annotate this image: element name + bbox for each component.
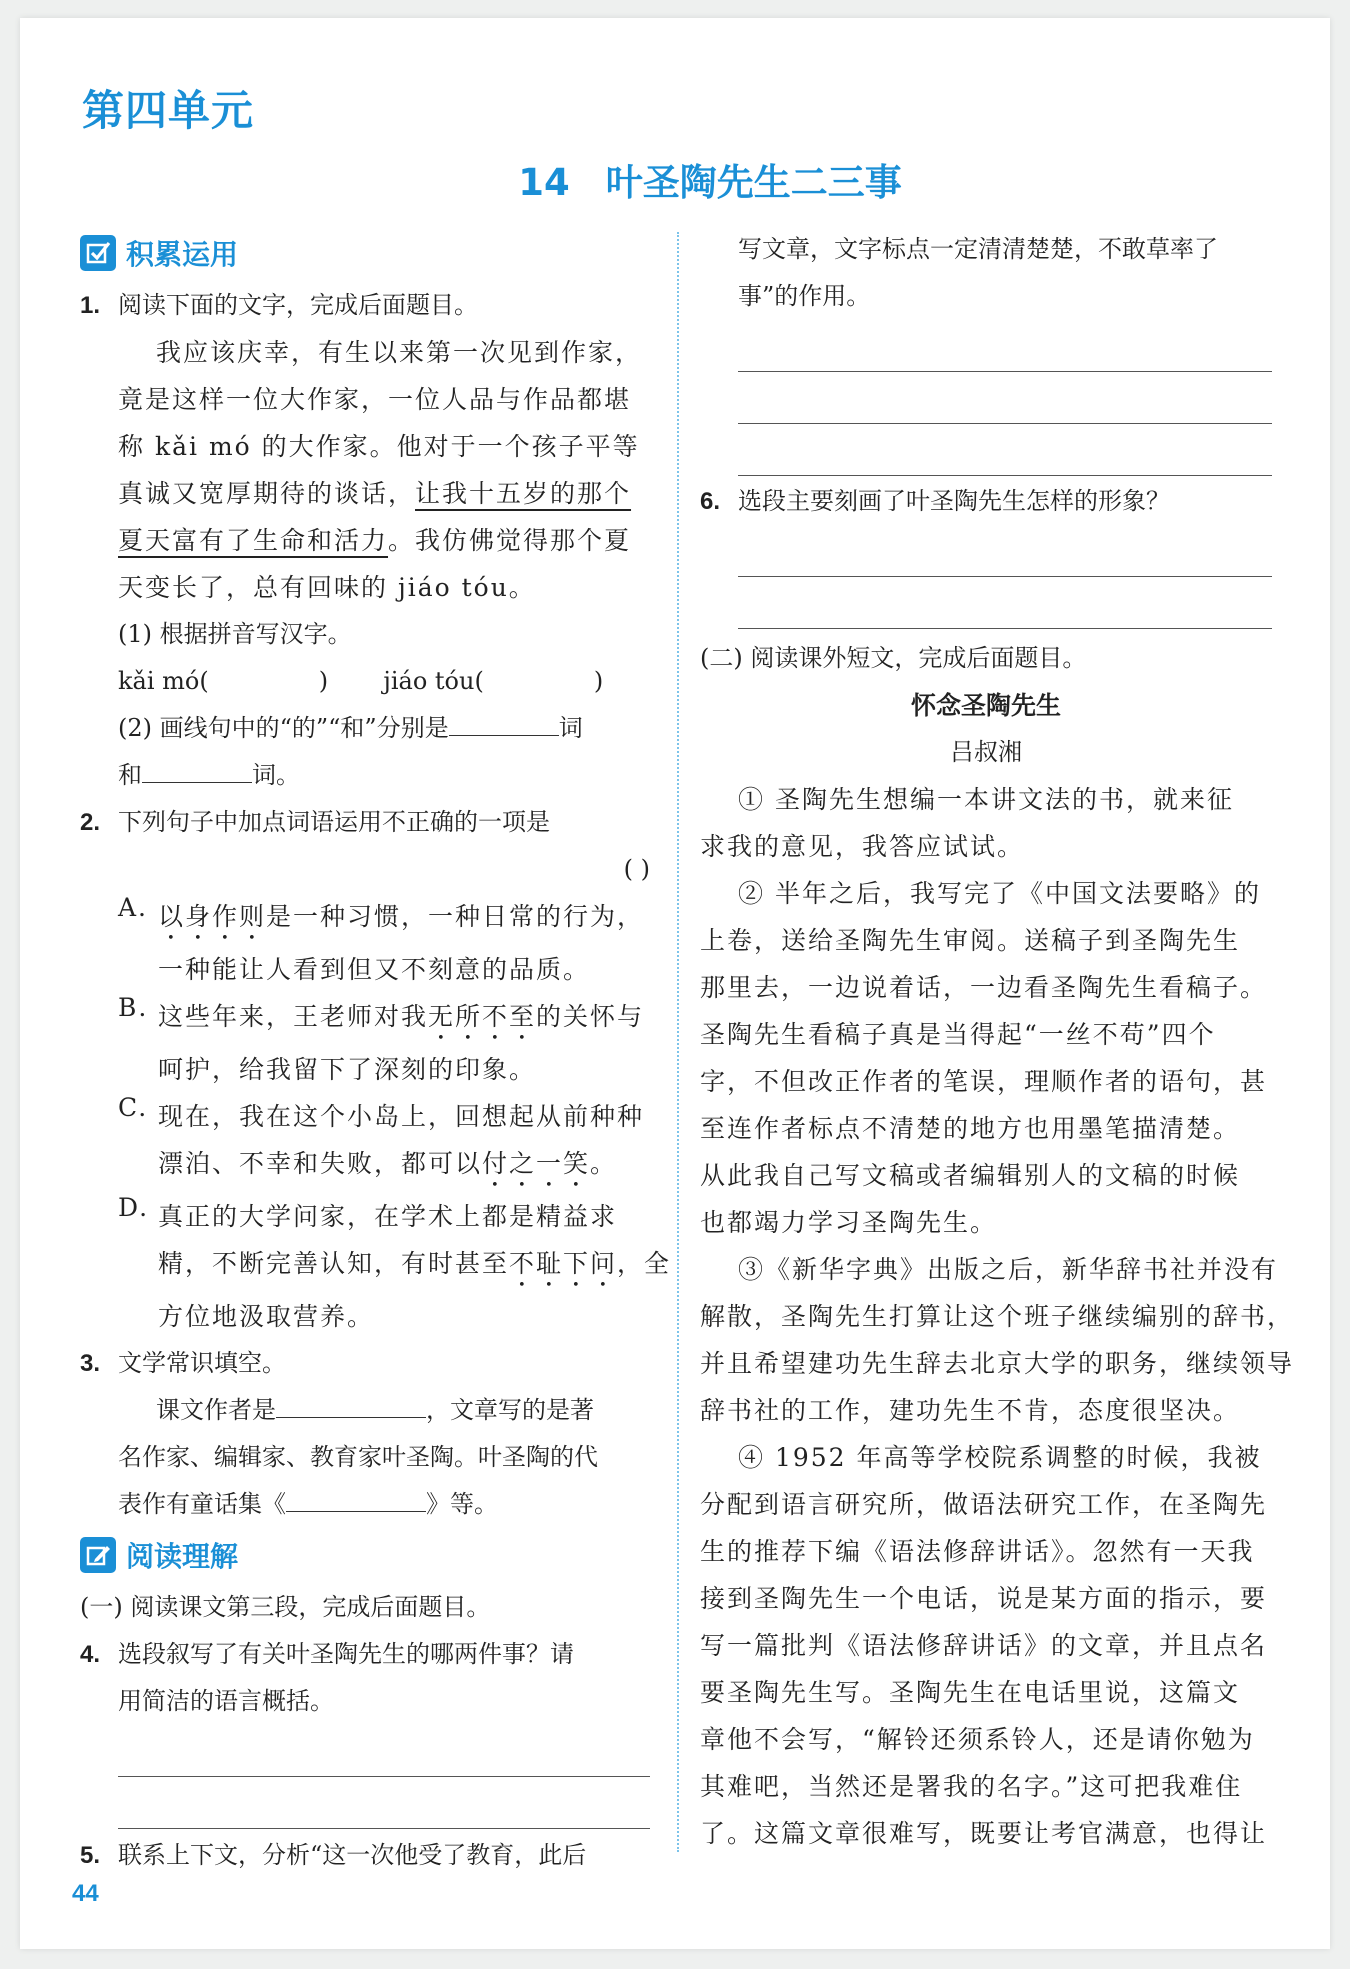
q5-answer-area[interactable] [700,320,1272,476]
article-line: ③《新华字典》出版之后，新华辞书社并没有 [738,1255,1279,1284]
q6-answer-area[interactable] [700,525,1272,629]
question-prompt: 下列句子中加点词语运用不正确的一项是 [118,808,550,836]
q1-pinyin-row: kǎi mó( ) jiáo tóu( ) [118,667,604,695]
column-divider [677,232,679,1852]
question-prompt: 联系上下文，分析“这一次他受了教育，此后 [118,1841,587,1869]
dotted-word: 以身作则 [158,902,267,931]
article-line: ② 半年之后，我写完了《中国文法要略》的 [738,879,1261,908]
pencil-edit-icon [80,1537,116,1573]
answer-blank[interactable] [286,1483,426,1512]
q3-line: 表作有童话集《 》等。 [80,1481,650,1528]
dotted-word: 不耻下问 [509,1249,618,1278]
question-prompt: 选段主要刻画了叶圣陶先生怎样的形象？ [738,487,1170,515]
left-column [80,230,672,1879]
underlined-sentence: 让我十五岁的那个 [415,479,632,508]
answer-blank[interactable] [142,754,252,783]
article-line: 至连作者标点不清楚的地方也用墨笔描清楚。 [700,1114,1241,1143]
section-label-accumulation: 积累运用 [126,238,239,271]
question-number: 4. [80,1641,101,1668]
article-line: 也都竭力学习圣陶先生。 [700,1208,998,1237]
article-line: 生的推荐下编《语法修辞讲话》。忽然有一天我 [700,1537,1255,1566]
question-5-cont: 写文章，文字标点一定清清楚楚，不敢草率了 [738,235,1218,263]
underlined-sentence: 夏天富有了生命和活力 [118,526,389,555]
q1-sub2: (2) 画线句中的“的”“和”分别是 词 [80,705,650,752]
section-label-reading: 阅读理解 [126,1540,239,1573]
article-line: 了。这篇文章很难写，既要让考官满意，也得让 [700,1819,1268,1848]
q1-sub1: (1) 根据拼音写汉字。 [118,620,352,648]
reading-part-1: (一) 阅读课文第三段，完成后面题目。 [80,1593,491,1621]
article-line: 字，不但改正作者的笔误，理顺作者的语句，甚 [700,1067,1268,1096]
right-column [700,226,1295,1857]
article-line: 圣陶先生看稿子真是当得起“一丝不苟”四个 [700,1020,1216,1049]
answer-paren[interactable]: ( ) [623,855,650,883]
question-1 [80,282,650,329]
article-line: 上卷，送给圣陶先生审阅。送稿子到圣陶先生 [700,926,1241,955]
article-line: 章他不会写，“解铃还须系铃人，还是请你勉为 [700,1725,1255,1754]
section-reading [80,1532,650,1578]
article-line: 接到圣陶先生一个电话，说是某方面的指示，要 [700,1584,1268,1613]
article-line: 从此我自己写文稿或者编辑别人的文稿的时候 [700,1161,1241,1190]
article-line: 其难吧，当然还是署我的名字。”这可把我难住 [700,1772,1243,1801]
article-body [700,776,1295,1857]
article-line: ① 圣陶先生想编一本讲文法的书，就来征 [738,785,1234,814]
article-line: 分配到语言研究所，做语法研究工作，在圣陶先 [700,1490,1268,1519]
q1-sub2-cont: 和 词。 [80,752,650,799]
lesson-title-text: 叶圣陶先生二三事 [605,161,902,204]
article-line: 要圣陶先生写。圣陶先生在电话里说，这篇文 [700,1678,1241,1707]
passage-line: 竟是这样一位大作家，一位人品与作品都堪 [118,385,632,414]
question-5 [80,1832,650,1879]
passage-line: 我应该庆幸，有生以来第一次见到作家， [156,338,643,367]
article-line: ④ 1952 年高等学校院系调整的时候，我被 [738,1443,1262,1472]
question-number: 2. [80,809,101,836]
question-prompt-cont: 用简洁的语言概括。 [118,1687,334,1715]
unit-title: 第四单元 [82,86,255,135]
q1-passage [80,329,650,611]
article-line: 辞书社的工作，建功先生不肯，态度很坚决。 [700,1396,1241,1425]
passage-line: 夏天富有了生命和活力。我仿佛觉得那个夏 [118,526,632,555]
answer-line[interactable] [118,1777,650,1829]
article-line: 并且希望建功先生辞去北京大学的职务，继续领导 [700,1349,1295,1378]
answer-blank[interactable] [449,707,559,736]
passage-line: 真诚又宽厚期待的谈话，让我十五岁的那个 [118,479,632,508]
q4-answer-area[interactable] [80,1725,650,1829]
q3-line: 课文作者是 ，文章写的是著 [80,1387,650,1434]
question-number: 1. [80,292,101,319]
article-line: 那里去，一边说着话，一边看圣陶先生看稿子。 [700,973,1268,1002]
answer-line[interactable] [738,372,1272,424]
passage-line: 称 kǎi mó 的大作家。他对于一个孩子平等 [118,432,640,461]
question-6 [700,478,1272,525]
answer-line[interactable] [118,1725,650,1777]
question-4 [80,1631,650,1678]
checkbox-icon [80,235,116,271]
lesson-number: 14 [518,161,570,204]
answer-blank[interactable] [276,1389,426,1418]
article-title: 怀念圣陶先生 [910,691,1061,720]
option-b[interactable]: B. 这些年来，王老师对我无所不至的关怀与 呵护，给我留下了深刻的印象。 [118,993,645,1084]
question-number: 5. [80,1842,101,1869]
dotted-word: 付之一笑 [482,1149,591,1178]
question-3 [80,1340,650,1387]
answer-line[interactable] [738,525,1272,577]
q3-line: 名作家、编辑家、教育家叶圣陶。叶圣陶的代 [118,1443,598,1471]
article-line: 求我的意见，我答应试试。 [700,832,1025,861]
question-5-cont: 事”的作用。 [738,282,871,310]
page-number: 44 [72,1880,99,1907]
question-number: 6. [700,488,721,515]
option-c[interactable]: C. 现在，我在这个小岛上，回想起从前种种 漂泊、不幸和失败，都可以付之一笑。 [118,1093,645,1178]
question-number: 3. [80,1350,101,1377]
article-author: 吕叔湘 [950,738,1022,766]
answer-line[interactable] [738,424,1272,476]
passage-line: 天变长了，总有回味的 jiáo tóu。 [118,573,536,602]
question-prompt: 选段叙写了有关叶圣陶先生的哪两件事？请 [118,1640,574,1668]
question-prompt: 阅读下面的文字，完成后面题目。 [118,291,478,319]
question-2 [80,799,650,846]
article-line: 解散，圣陶先生打算让这个班子继续编别的辞书， [700,1302,1295,1331]
answer-line[interactable] [738,320,1272,372]
option-d[interactable]: D. 真正的大学问家，在学术上都是精益求 精，不断完善认知，有时甚至不耻下问，全 方位地汲取营养。 [118,1193,672,1331]
question-prompt: 文学常识填空。 [118,1349,286,1377]
lesson-title [0,152,1350,206]
reading-part-2: (二) 阅读课外短文，完成后面题目。 [700,644,1087,672]
section-accumulation [80,230,650,276]
dotted-word: 无所不至 [428,1002,537,1031]
answer-line[interactable] [738,577,1272,629]
article-line: 写一篇批判《语法修辞讲话》的文章，并且点名 [700,1631,1268,1660]
option-a[interactable]: A. 以身作则是一种习惯，一种日常的行为， 一种能让人看到但又不刻意的品质。 [118,893,645,984]
